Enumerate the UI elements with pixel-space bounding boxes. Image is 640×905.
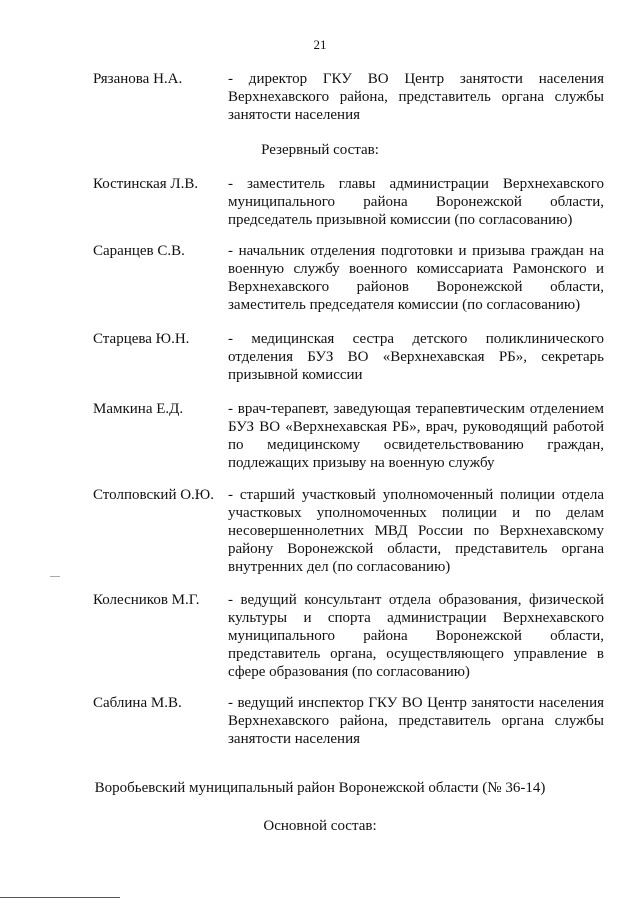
member-name: Столповский О.Ю. <box>93 487 214 503</box>
member-description: - ведущий консультант отдела образования, физической культуры и спорта администрации Верхнехавского муниципального района Воронежской области, представитель органа, осуществляющего управление в сфере образования (по согласованию) <box>228 592 604 680</box>
member-name: Саблина М.В. <box>93 695 182 711</box>
main-composition-heading: Основной состав: <box>263 818 377 834</box>
page-number: 21 <box>313 37 327 52</box>
member-description: - директор ГКУ ВО Центр занятости населения Верхнехавского района, представитель органа службы занятости населения <box>228 71 604 123</box>
district-heading: Воробьевский муниципальный район Воронежской области (№ 36-14) <box>94 780 546 796</box>
member-name: Мамкина Е.Д. <box>93 401 184 417</box>
member-name: Колесников М.Г. <box>93 592 200 608</box>
member-description: - заместитель главы администрации Верхнехавского муниципального района Воронежской области, председатель призывной комиссии (по согласованию) <box>228 176 604 228</box>
member-description: - старший участковый уполномоченный полиции отдела участковых уполномоченных полиции и по делам несовершеннолетних МВД России по Верхнехавскому району Воронежской области, представитель органа внутренних дел (по согласованию) <box>228 487 604 575</box>
member-name: Рязанова Н.А. <box>93 71 183 87</box>
member-description: - начальник отделения подготовки и призыва граждан на военную службу военного комиссариата Рамонского и Верхнехавского районов Воронежской области, заместитель председателя комиссии (по согласованию) <box>228 243 604 313</box>
reserve-heading: Резервный состав: <box>261 142 379 158</box>
member-description: - ведущий инспектор ГКУ ВО Центр занятости населения Верхнехавского района, представитель органа службы занятости населения <box>228 695 604 747</box>
margin-mark <box>50 576 60 577</box>
footer-rule <box>0 897 120 898</box>
member-name: Саранцев С.В. <box>93 243 185 259</box>
member-description: - врач-терапевт, заведующая терапевтическим отделением БУЗ ВО «Верхнехавская РБ», врач, руководящий работой по медицинскому освидетельствованию граждан, подлежащих призыву на военную службу <box>228 401 604 471</box>
member-name: Старцева Ю.Н. <box>93 331 190 347</box>
member-name: Костинская Л.В. <box>93 176 199 192</box>
member-description: - медицинская сестра детского поликлинического отделения БУЗ ВО «Верхнехавская РБ», секретарь призывной комиссии <box>228 331 604 383</box>
